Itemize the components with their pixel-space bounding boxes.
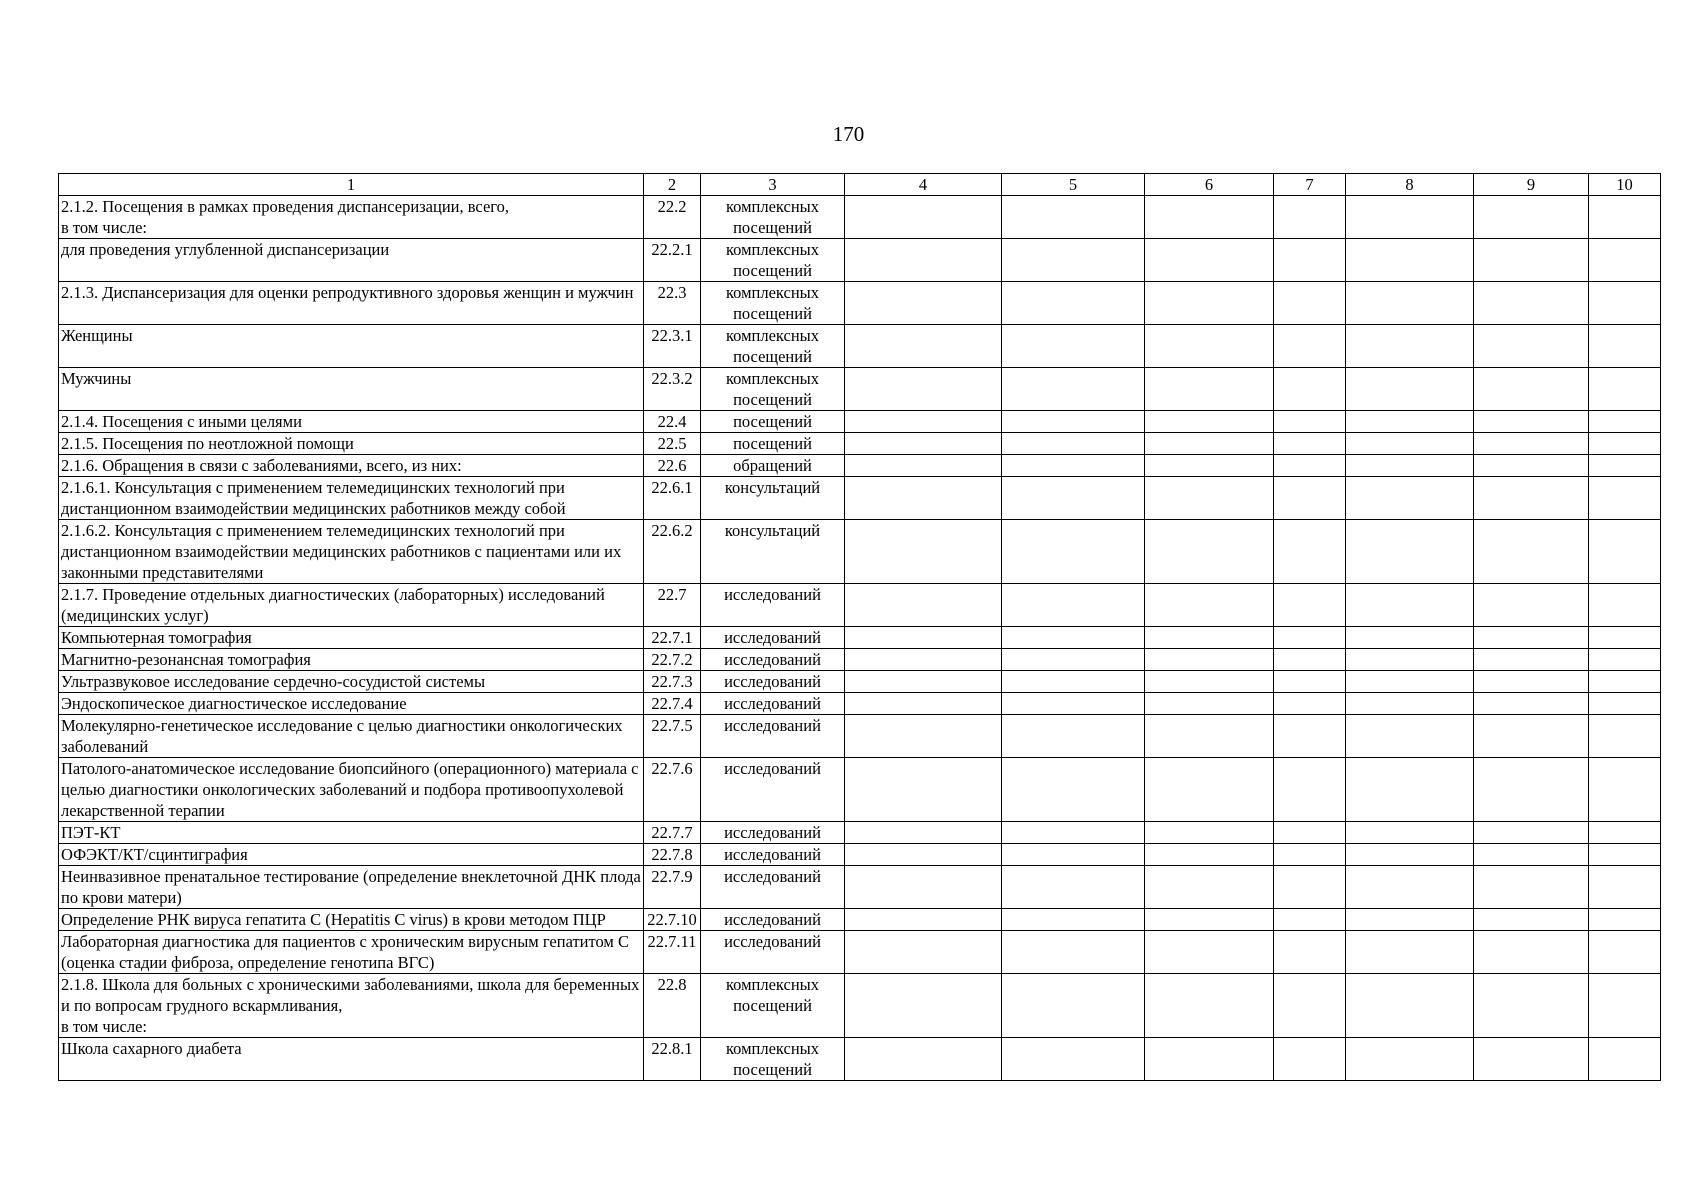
empty-value-cell	[1589, 282, 1661, 325]
empty-value-cell	[1145, 693, 1274, 715]
empty-value-cell	[1589, 196, 1661, 239]
table-row	[59, 411, 1661, 433]
empty-value-cell	[1589, 844, 1661, 866]
row-name-cell: 2.1.6.2. Консультация с применением телемедицинских технологий при дистанционном взаимодействии медицинских работников с пациентами или их законными представителями	[59, 520, 644, 584]
row-unit-cell: исследований	[701, 671, 845, 693]
empty-value-cell	[1145, 866, 1274, 909]
empty-value-cell	[845, 368, 1002, 411]
empty-value-cell	[1145, 844, 1274, 866]
empty-value-cell	[1145, 649, 1274, 671]
table-row	[59, 477, 1661, 520]
row-unit-cell: исследований	[701, 866, 845, 909]
row-name-cell: Школа сахарного диабета	[59, 1038, 644, 1081]
row-unit-cell: исследований	[701, 584, 845, 627]
page-number: 170	[832, 122, 865, 146]
row-name-cell: для проведения углубленной диспансеризации	[59, 239, 644, 282]
empty-value-cell	[1274, 649, 1346, 671]
table-row	[59, 196, 1661, 239]
empty-value-cell	[1346, 239, 1474, 282]
empty-value-cell	[1474, 411, 1589, 433]
empty-value-cell	[1274, 909, 1346, 931]
row-name-cell: 2.1.3. Диспансеризация для оценки репродуктивного здоровья женщин и мужчин	[59, 282, 644, 325]
table-row	[59, 520, 1661, 584]
row-name-cell: Лабораторная диагностика для пациентов с хроническим вирусным гепатитом С (оценка стадии фиброза, определение генотипа ВГС)	[59, 931, 644, 974]
empty-value-cell	[1589, 239, 1661, 282]
row-unit-cell: исследований	[701, 649, 845, 671]
empty-value-cell	[1589, 758, 1661, 822]
empty-value-cell	[1274, 411, 1346, 433]
row-name-cell: 2.1.4. Посещения с иными целями	[59, 411, 644, 433]
empty-value-cell	[1474, 649, 1589, 671]
empty-value-cell	[1346, 931, 1474, 974]
row-code-cell: 22.6.1	[644, 477, 701, 520]
empty-value-cell	[1589, 693, 1661, 715]
empty-value-cell	[845, 411, 1002, 433]
row-unit-cell: исследований	[701, 909, 845, 931]
empty-value-cell	[1145, 1038, 1274, 1081]
empty-value-cell	[1474, 909, 1589, 931]
empty-value-cell	[1002, 239, 1145, 282]
empty-value-cell	[1346, 584, 1474, 627]
table-row	[59, 433, 1661, 455]
empty-value-cell	[1002, 931, 1145, 974]
row-code-cell: 22.7.1	[644, 627, 701, 649]
empty-value-cell	[1002, 627, 1145, 649]
row-name-cell: Компьютерная томография	[59, 627, 644, 649]
empty-value-cell	[1274, 627, 1346, 649]
empty-value-cell	[1145, 974, 1274, 1038]
empty-value-cell	[845, 627, 1002, 649]
empty-value-cell	[1346, 520, 1474, 584]
empty-value-cell	[1474, 325, 1589, 368]
empty-value-cell	[1002, 909, 1145, 931]
empty-value-cell	[845, 931, 1002, 974]
empty-value-cell	[1274, 196, 1346, 239]
empty-value-cell	[1474, 282, 1589, 325]
empty-value-cell	[845, 671, 1002, 693]
empty-value-cell	[1002, 520, 1145, 584]
empty-value-cell	[1002, 411, 1145, 433]
empty-value-cell	[1474, 455, 1589, 477]
empty-value-cell	[1274, 239, 1346, 282]
empty-value-cell	[1589, 411, 1661, 433]
row-name-cell: 2.1.8. Школа для больных с хроническими заболеваниями, школа для беременных и по вопросам грудного вскармливания, в том числе:	[59, 974, 644, 1038]
empty-value-cell	[1274, 368, 1346, 411]
row-unit-cell: комплексных посещений	[701, 974, 845, 1038]
row-name-cell: ПЭТ-КТ	[59, 822, 644, 844]
row-name-cell: Патолого-анатомическое исследование биопсийного (операционного) материала с целью диагностики онкологических заболеваний и подбора противоопухолевой лекарственной терапии	[59, 758, 644, 822]
table-row	[59, 866, 1661, 909]
empty-value-cell	[845, 520, 1002, 584]
empty-value-cell	[1274, 325, 1346, 368]
empty-value-cell	[1346, 866, 1474, 909]
empty-value-cell	[1346, 715, 1474, 758]
empty-value-cell	[1474, 693, 1589, 715]
empty-value-cell	[1002, 196, 1145, 239]
empty-value-cell	[845, 433, 1002, 455]
empty-value-cell	[1145, 671, 1274, 693]
row-unit-cell: комплексных посещений	[701, 1038, 845, 1081]
empty-value-cell	[845, 477, 1002, 520]
empty-value-cell	[1145, 520, 1274, 584]
column-header: 2	[644, 174, 701, 196]
row-code-cell: 22.3	[644, 282, 701, 325]
empty-value-cell	[1274, 931, 1346, 974]
empty-value-cell	[1274, 715, 1346, 758]
empty-value-cell	[1145, 433, 1274, 455]
empty-value-cell	[1002, 455, 1145, 477]
empty-value-cell	[1002, 282, 1145, 325]
row-code-cell: 22.7	[644, 584, 701, 627]
row-unit-cell: комплексных посещений	[701, 239, 845, 282]
empty-value-cell	[1002, 974, 1145, 1038]
row-code-cell: 22.3.1	[644, 325, 701, 368]
statistics-table	[58, 173, 1661, 1081]
empty-value-cell	[1002, 433, 1145, 455]
table-row	[59, 1038, 1661, 1081]
row-code-cell: 22.5	[644, 433, 701, 455]
empty-value-cell	[845, 844, 1002, 866]
empty-value-cell	[1474, 974, 1589, 1038]
empty-value-cell	[1346, 433, 1474, 455]
empty-value-cell	[1589, 822, 1661, 844]
empty-value-cell	[1346, 909, 1474, 931]
empty-value-cell	[1145, 627, 1274, 649]
column-header: 7	[1274, 174, 1346, 196]
empty-value-cell	[1002, 584, 1145, 627]
empty-value-cell	[845, 325, 1002, 368]
empty-value-cell	[1589, 909, 1661, 931]
table-row	[59, 758, 1661, 822]
empty-value-cell	[1346, 368, 1474, 411]
column-header: 9	[1474, 174, 1589, 196]
empty-value-cell	[1274, 477, 1346, 520]
empty-value-cell	[1589, 1038, 1661, 1081]
empty-value-cell	[1474, 1038, 1589, 1081]
empty-value-cell	[1346, 671, 1474, 693]
empty-value-cell	[1474, 931, 1589, 974]
empty-value-cell	[1145, 909, 1274, 931]
empty-value-cell	[1474, 477, 1589, 520]
empty-value-cell	[845, 282, 1002, 325]
empty-value-cell	[1274, 455, 1346, 477]
table-row	[59, 693, 1661, 715]
table-row	[59, 325, 1661, 368]
table-row	[59, 822, 1661, 844]
column-header: 8	[1346, 174, 1474, 196]
row-unit-cell: консультаций	[701, 520, 845, 584]
empty-value-cell	[1346, 822, 1474, 844]
row-name-cell: Ультразвуковое исследование сердечно-сосудистой системы	[59, 671, 644, 693]
row-name-cell: 2.1.2. Посещения в рамках проведения диспансеризации, всего, в том числе:	[59, 196, 644, 239]
empty-value-cell	[1589, 866, 1661, 909]
empty-value-cell	[1002, 866, 1145, 909]
empty-value-cell	[1474, 584, 1589, 627]
empty-value-cell	[1002, 649, 1145, 671]
row-code-cell: 22.8	[644, 974, 701, 1038]
column-header: 5	[1002, 174, 1145, 196]
empty-value-cell	[1589, 627, 1661, 649]
empty-value-cell	[1589, 368, 1661, 411]
empty-value-cell	[1274, 693, 1346, 715]
empty-value-cell	[1474, 196, 1589, 239]
empty-value-cell	[1002, 693, 1145, 715]
empty-value-cell	[845, 649, 1002, 671]
row-unit-cell: комплексных посещений	[701, 196, 845, 239]
empty-value-cell	[1346, 411, 1474, 433]
empty-value-cell	[1002, 715, 1145, 758]
empty-value-cell	[1474, 433, 1589, 455]
row-code-cell: 22.4	[644, 411, 701, 433]
row-name-cell: Молекулярно-генетическое исследование с целью диагностики онкологических заболеваний	[59, 715, 644, 758]
empty-value-cell	[1346, 758, 1474, 822]
empty-value-cell	[1346, 196, 1474, 239]
empty-value-cell	[845, 822, 1002, 844]
empty-value-cell	[1145, 282, 1274, 325]
row-code-cell: 22.7.10	[644, 909, 701, 931]
row-code-cell: 22.2	[644, 196, 701, 239]
row-unit-cell: исследований	[701, 844, 845, 866]
empty-value-cell	[1274, 520, 1346, 584]
empty-value-cell	[1002, 325, 1145, 368]
empty-value-cell	[1474, 822, 1589, 844]
row-unit-cell: исследований	[701, 931, 845, 974]
row-name-cell: Женщины	[59, 325, 644, 368]
empty-value-cell	[1274, 282, 1346, 325]
table-row	[59, 844, 1661, 866]
row-code-cell: 22.7.9	[644, 866, 701, 909]
row-code-cell: 22.7.11	[644, 931, 701, 974]
table-row	[59, 974, 1661, 1038]
row-unit-cell: посещений	[701, 411, 845, 433]
table-row	[59, 931, 1661, 974]
row-code-cell: 22.7.2	[644, 649, 701, 671]
empty-value-cell	[1274, 671, 1346, 693]
empty-value-cell	[1346, 1038, 1474, 1081]
empty-value-cell	[1474, 758, 1589, 822]
empty-value-cell	[1002, 758, 1145, 822]
empty-value-cell	[1346, 325, 1474, 368]
row-code-cell: 22.7.8	[644, 844, 701, 866]
row-unit-cell: исследований	[701, 758, 845, 822]
empty-value-cell	[1474, 671, 1589, 693]
column-header: 1	[59, 174, 644, 196]
empty-value-cell	[1145, 368, 1274, 411]
row-name-cell: ОФЭКТ/КТ/сцинтиграфия	[59, 844, 644, 866]
empty-value-cell	[1145, 239, 1274, 282]
table-row	[59, 584, 1661, 627]
empty-value-cell	[1145, 477, 1274, 520]
empty-value-cell	[1346, 477, 1474, 520]
empty-value-cell	[845, 974, 1002, 1038]
empty-value-cell	[1145, 584, 1274, 627]
table-body	[59, 196, 1661, 1081]
empty-value-cell	[1274, 433, 1346, 455]
empty-value-cell	[845, 715, 1002, 758]
empty-value-cell	[1274, 866, 1346, 909]
header-row	[59, 174, 1661, 196]
row-unit-cell: исследований	[701, 627, 845, 649]
empty-value-cell	[1589, 520, 1661, 584]
empty-value-cell	[845, 866, 1002, 909]
empty-value-cell	[1274, 758, 1346, 822]
empty-value-cell	[845, 584, 1002, 627]
row-unit-cell: посещений	[701, 433, 845, 455]
empty-value-cell	[1145, 715, 1274, 758]
empty-value-cell	[1002, 1038, 1145, 1081]
table-row	[59, 282, 1661, 325]
row-name-cell: Магнитно-резонансная томография	[59, 649, 644, 671]
empty-value-cell	[1145, 196, 1274, 239]
empty-value-cell	[1589, 455, 1661, 477]
table-row	[59, 649, 1661, 671]
column-header: 10	[1589, 174, 1661, 196]
table-row	[59, 368, 1661, 411]
row-name-cell: Определение РНК вируса гепатита С (Hepatitis C virus) в крови методом ПЦР	[59, 909, 644, 931]
row-unit-cell: исследований	[701, 715, 845, 758]
row-unit-cell: комплексных посещений	[701, 282, 845, 325]
table-row	[59, 627, 1661, 649]
row-unit-cell: комплексных посещений	[701, 325, 845, 368]
row-unit-cell: исследований	[701, 822, 845, 844]
empty-value-cell	[1589, 931, 1661, 974]
empty-value-cell	[1589, 974, 1661, 1038]
row-code-cell: 22.6.2	[644, 520, 701, 584]
empty-value-cell	[1002, 844, 1145, 866]
empty-value-cell	[1474, 239, 1589, 282]
row-code-cell: 22.7.4	[644, 693, 701, 715]
empty-value-cell	[1346, 455, 1474, 477]
empty-value-cell	[1002, 671, 1145, 693]
row-name-cell: 2.1.7. Проведение отдельных диагностических (лабораторных) исследований (медицинских услуг)	[59, 584, 644, 627]
table-row	[59, 715, 1661, 758]
empty-value-cell	[1145, 455, 1274, 477]
empty-value-cell	[1346, 974, 1474, 1038]
empty-value-cell	[1474, 844, 1589, 866]
empty-value-cell	[1589, 325, 1661, 368]
empty-value-cell	[1589, 671, 1661, 693]
row-code-cell: 22.7.5	[644, 715, 701, 758]
empty-value-cell	[1589, 433, 1661, 455]
row-code-cell: 22.7.3	[644, 671, 701, 693]
empty-value-cell	[1002, 368, 1145, 411]
row-name-cell: 2.1.5. Посещения по неотложной помощи	[59, 433, 644, 455]
row-code-cell: 22.7.7	[644, 822, 701, 844]
empty-value-cell	[1145, 325, 1274, 368]
empty-value-cell	[1589, 584, 1661, 627]
empty-value-cell	[1145, 411, 1274, 433]
empty-value-cell	[845, 1038, 1002, 1081]
row-name-cell: Неинвазивное пренатальное тестирование (определение внеклеточной ДНК плода по крови матери)	[59, 866, 644, 909]
table-row	[59, 671, 1661, 693]
empty-value-cell	[1002, 477, 1145, 520]
row-name-cell: Мужчины	[59, 368, 644, 411]
row-code-cell: 22.7.6	[644, 758, 701, 822]
row-name-cell: Эндоскопическое диагностическое исследование	[59, 693, 644, 715]
empty-value-cell	[1274, 822, 1346, 844]
empty-value-cell	[1346, 693, 1474, 715]
row-unit-cell: обращений	[701, 455, 845, 477]
row-code-cell: 22.2.1	[644, 239, 701, 282]
empty-value-cell	[1002, 822, 1145, 844]
empty-value-cell	[1589, 715, 1661, 758]
empty-value-cell	[1589, 649, 1661, 671]
empty-value-cell	[845, 758, 1002, 822]
empty-value-cell	[845, 196, 1002, 239]
empty-value-cell	[1346, 649, 1474, 671]
empty-value-cell	[845, 455, 1002, 477]
empty-value-cell	[1589, 477, 1661, 520]
row-code-cell: 22.6	[644, 455, 701, 477]
empty-value-cell	[845, 239, 1002, 282]
row-code-cell: 22.3.2	[644, 368, 701, 411]
table-row	[59, 455, 1661, 477]
column-header: 3	[701, 174, 845, 196]
column-header: 4	[845, 174, 1002, 196]
empty-value-cell	[1145, 758, 1274, 822]
empty-value-cell	[1346, 627, 1474, 649]
empty-value-cell	[1346, 844, 1474, 866]
empty-value-cell	[1274, 1038, 1346, 1081]
empty-value-cell	[845, 693, 1002, 715]
empty-value-cell	[1145, 822, 1274, 844]
row-unit-cell: комплексных посещений	[701, 368, 845, 411]
empty-value-cell	[1145, 931, 1274, 974]
row-name-cell: 2.1.6. Обращения в связи с заболеваниями, всего, из них:	[59, 455, 644, 477]
empty-value-cell	[1274, 844, 1346, 866]
row-unit-cell: консультаций	[701, 477, 845, 520]
table-row	[59, 239, 1661, 282]
empty-value-cell	[1474, 368, 1589, 411]
empty-value-cell	[1274, 974, 1346, 1038]
empty-value-cell	[1274, 584, 1346, 627]
empty-value-cell	[1474, 627, 1589, 649]
empty-value-cell	[1474, 715, 1589, 758]
row-code-cell: 22.8.1	[644, 1038, 701, 1081]
table-row	[59, 909, 1661, 931]
empty-value-cell	[1474, 866, 1589, 909]
empty-value-cell	[845, 909, 1002, 931]
row-name-cell: 2.1.6.1. Консультация с применением телемедицинских технологий при дистанционном взаимодействии медицинских работников между собой	[59, 477, 644, 520]
row-unit-cell: исследований	[701, 693, 845, 715]
empty-value-cell	[1346, 282, 1474, 325]
column-header: 6	[1145, 174, 1274, 196]
empty-value-cell	[1474, 520, 1589, 584]
